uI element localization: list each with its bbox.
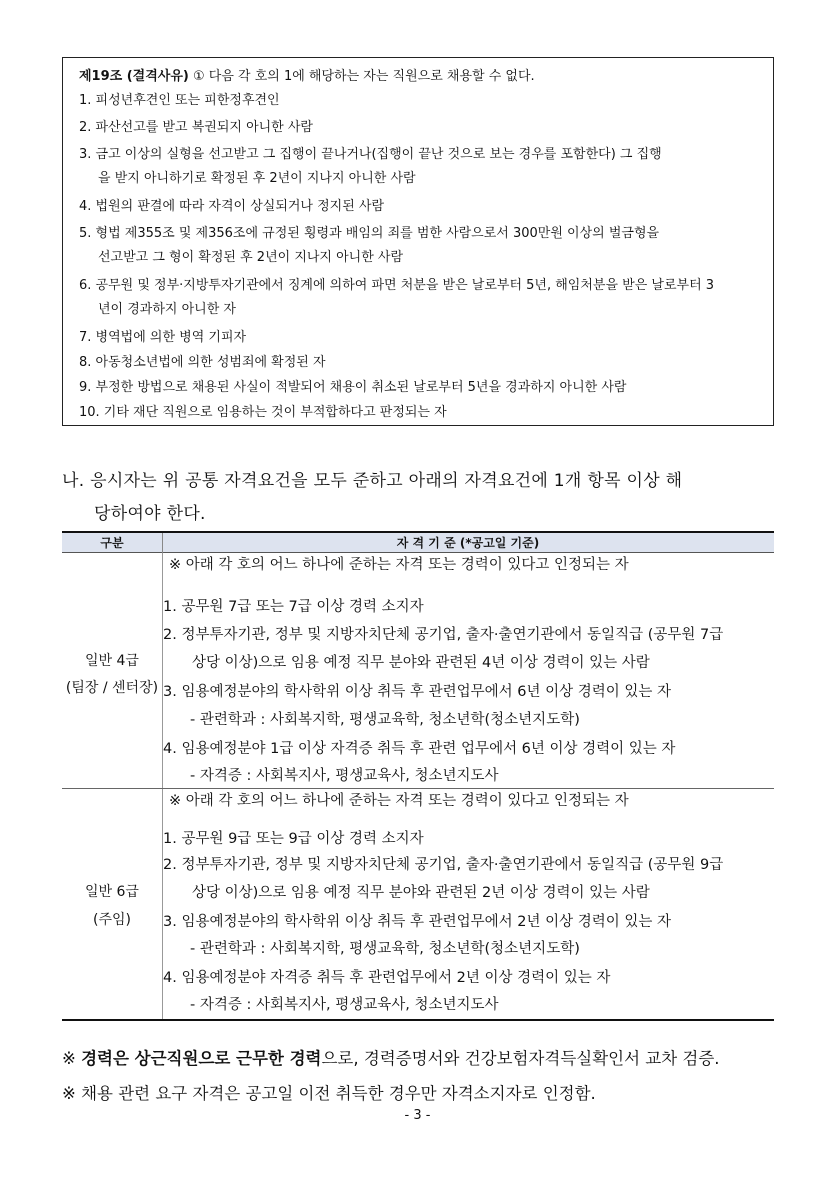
table-header-row bbox=[62, 531, 774, 553]
footnote-qualification: ※ 채용 관련 요구 자격은 공고일 이전 취득한 경우만 자격소지자로 인정함. bbox=[62, 1084, 596, 1103]
article-item-6-cont: 년이 경과하지 아니한 자 bbox=[98, 302, 236, 317]
criteria-item: 2. 정부투자기관, 정부 및 지방자치단체 공기업, 출자·출연기관에서 동일직급 (공무원 7급 bbox=[163, 627, 724, 643]
article-item-2: 2. 파산선고를 받고 복권되지 아니한 사람 bbox=[79, 120, 313, 135]
criteria-subitem: - 자격증 : 사회복지사, 평생교육사, 청소년지도사 bbox=[190, 997, 499, 1013]
article-item-10: 10. 기타 재단 직원으로 임용하는 것이 부적합하다고 판정되는 자 bbox=[79, 405, 447, 420]
article-title-bold: 제19조 (결격사유) bbox=[79, 69, 189, 84]
criteria-item: 1. 공무원 7급 또는 7급 이상 경력 소지자 bbox=[163, 599, 424, 615]
criteria-item: 4. 임용예정분야 1급 이상 자격증 취득 후 관련 업무에서 6년 이상 경력이 있는 자 bbox=[163, 741, 676, 757]
criteria-item: 1. 공무원 9급 또는 9급 이상 경력 소지자 bbox=[163, 831, 424, 847]
header-category: 구분 bbox=[100, 536, 124, 550]
category-sub-6: (주임) bbox=[93, 912, 131, 928]
article-item-5: 5. 형법 제355조 및 제356조에 규정된 횡령과 배임의 죄를 범한 사람으로서 300만원 이상의 벌금형을 bbox=[79, 226, 660, 241]
criteria-item: 2. 정부투자기관, 정부 및 지방자치단체 공기업, 출자·출연기관에서 동일직급 (공무원 9급 bbox=[163, 857, 724, 873]
article-item-6: 6. 공무원 및 정부·지방투자기관에서 징계에 의하여 파면 처분을 받은 날로부터 5년, 해임처분을 받은 날로부터 3 bbox=[79, 278, 715, 293]
criteria-subitem: - 관련학과 : 사회복지학, 평생교육학, 청소년학(청소년지도학) bbox=[190, 712, 580, 728]
article-item-8: 8. 아동청소년법에 의한 성범죄에 확정된 자 bbox=[79, 355, 326, 370]
section-intro-line2: 당하여야 한다. bbox=[94, 504, 206, 524]
category-label-6: 일반 6급 bbox=[85, 884, 139, 900]
article-title bbox=[79, 65, 535, 84]
criteria-subitem: - 관련학과 : 사회복지학, 평생교육학, 청소년학(청소년지도학) bbox=[190, 941, 580, 957]
article-item-1: 1. 피성년후견인 또는 피한정후견인 bbox=[79, 93, 280, 108]
criteria-item: 3. 임용예정분야의 학사학위 이상 취득 후 관련업무에서 6년 이상 경력이 있는 자 bbox=[163, 684, 671, 700]
footnote-career-text: 으로, 경력증명서와 건강보험자격득실확인서 교차 검증. bbox=[321, 1049, 720, 1068]
footnote-career bbox=[62, 1045, 720, 1069]
article-item-3-cont: 을 받지 아니하기로 확정된 후 2년이 지나지 아니한 사람 bbox=[98, 171, 416, 186]
criteria-notice: ※ 아래 각 호의 어느 하나에 준하는 자격 또는 경력이 있다고 인정되는 자 bbox=[169, 557, 629, 573]
article-item-4: 4. 법원의 판결에 따라 자격이 상실되거나 정지된 사람 bbox=[79, 199, 385, 214]
article-item-9: 9. 부정한 방법으로 채용된 사실이 적발되어 채용이 취소된 날로부터 5년을 경과하지 아니한 사람 bbox=[79, 380, 627, 395]
article-item-7: 7. 병역법에 의한 병역 기피자 bbox=[79, 330, 247, 345]
article-title-text: ① 다음 각 호의 1에 해당하는 자는 직원으로 채용할 수 없다. bbox=[188, 69, 535, 84]
footnote-career-bold: 경력은 상근직원으로 근무한 경력 bbox=[81, 1049, 322, 1068]
article-item-3: 3. 금고 이상의 실형을 선고받고 그 집행이 끝나거나(집행이 끝난 것으로 보는 경우를 포함한다) 그 집행 bbox=[79, 147, 662, 162]
table-bottom-border bbox=[62, 1019, 774, 1021]
criteria-item: 4. 임용예정분야 자격증 취득 후 관련업무에서 2년 이상 경력이 있는 자 bbox=[163, 970, 611, 986]
criteria-table bbox=[62, 531, 774, 1023]
criteria-notice: ※ 아래 각 호의 어느 하나에 준하는 자격 또는 경력이 있다고 인정되는 자 bbox=[169, 793, 629, 809]
footnote-mark: ※ bbox=[62, 1049, 82, 1068]
criteria-item-cont: 상당 이상)으로 임용 예정 직무 분야와 관련된 2년 이상 경력이 있는 사람 bbox=[192, 885, 650, 901]
header-criteria: 자 격 기 준 (*공고일 기준) bbox=[396, 536, 540, 550]
category-sub-4: (팀장 / 센터장) bbox=[65, 680, 159, 696]
criteria-subitem: - 자격증 : 사회복지사, 평생교육사, 청소년지도사 bbox=[190, 768, 499, 784]
article-19-box bbox=[62, 57, 774, 426]
article-item-5-cont: 선고받고 그 형이 확정된 후 2년이 지나지 아니한 사람 bbox=[98, 250, 404, 265]
criteria-item: 3. 임용예정분야의 학사학위 이상 취득 후 관련업무에서 2년 이상 경력이 있는 자 bbox=[163, 914, 671, 930]
row-divider bbox=[62, 788, 774, 789]
page-number: - 3 - bbox=[404, 1108, 431, 1123]
criteria-item-cont: 상당 이상)으로 임용 예정 직무 분야와 관련된 4년 이상 경력이 있는 사람 bbox=[192, 655, 650, 671]
category-label-4: 일반 4급 bbox=[85, 653, 139, 669]
section-intro-line1: 나. 응시자는 위 공통 자격요건을 모두 준하고 아래의 자격요건에 1개 항목 이상 해 bbox=[62, 471, 683, 491]
